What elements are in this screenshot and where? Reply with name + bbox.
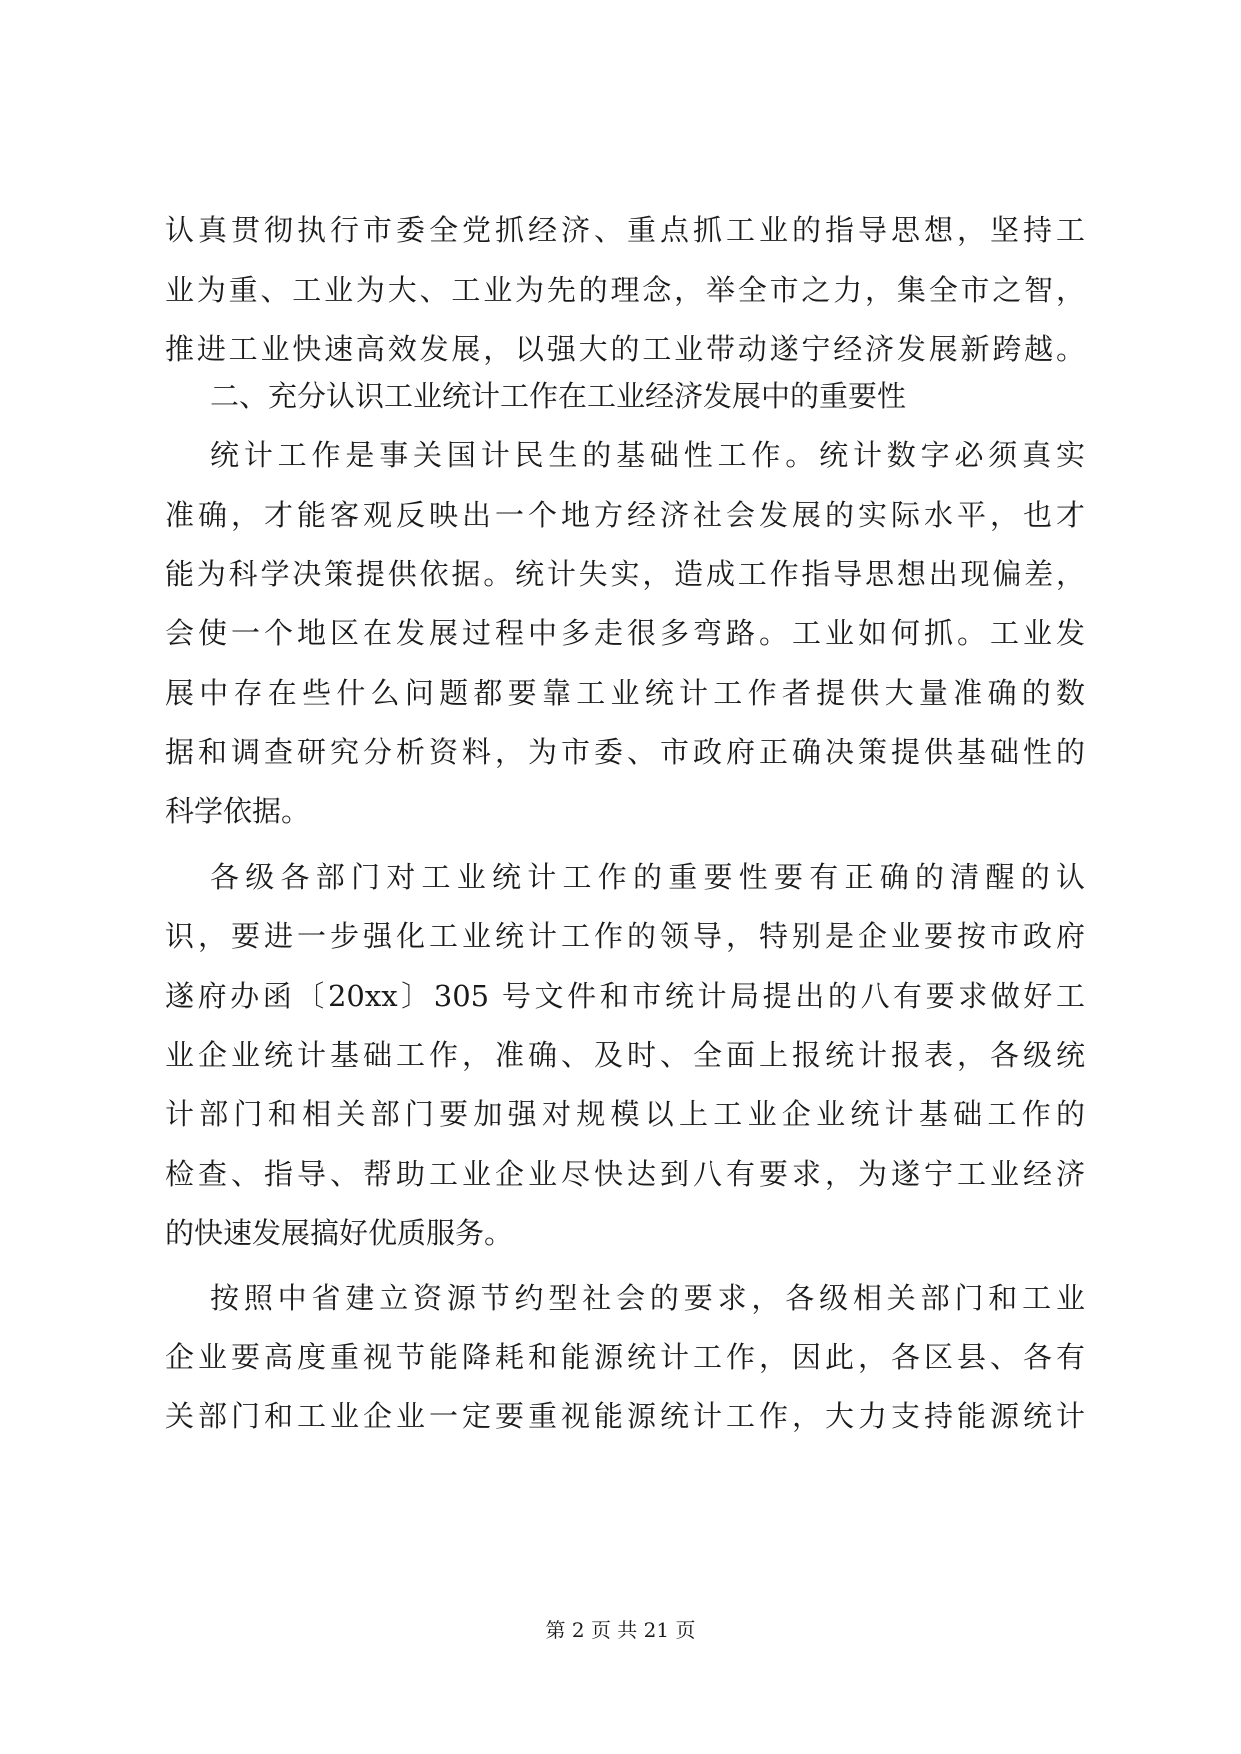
paragraph-4-line-3: 关部门和工业企业一定要重视能源统计工作，大力支持能源统计	[165, 1399, 1085, 1433]
paragraph-2-line-3: 能为科学决策提供依据。统计失实，造成工作指导思想出现偏差，	[165, 557, 1085, 591]
paragraph-3-line-7: 的快速发展搞好优质服务。	[165, 1216, 514, 1250]
paragraph-2-line-7: 科学依据。	[165, 794, 311, 828]
paragraph-4-line-2: 企业要高度重视节能降耗和能源统计工作，因此，各区县、各有	[165, 1340, 1085, 1374]
paragraph-2-line-6: 据和调查研究分析资料，为市委、市政府正确决策提供基础性的	[165, 735, 1085, 769]
paragraph-3-line-5: 计部门和相关部门要加强对规模以上工业企业统计基础工作的	[165, 1097, 1085, 1131]
paragraph-1-line-1: 认真贯彻执行市委全党抓经济、重点抓工业的指导思想，坚持工	[165, 213, 1085, 247]
page-number-footer: 第 2 页 共 21 页	[545, 1618, 696, 1642]
paragraph-2-line-2: 准确，才能客观反映出一个地方经济社会发展的实际水平，也才	[165, 498, 1085, 532]
paragraph-3-line-1: 各级各部门对工业统计工作的重要性要有正确的清醒的认	[210, 860, 1085, 894]
paragraph-2-line-1: 统计工作是事关国计民生的基础性工作。统计数字必须真实	[210, 438, 1085, 472]
paragraph-1-line-3: 推进工业快速高效发展，以强大的工业带动遂宁经济发展新跨越。	[165, 332, 1085, 366]
paragraph-2-line-4: 会使一个地区在发展过程中多走很多弯路。工业如何抓。工业发	[165, 616, 1085, 650]
paragraph-3-line-6: 检查、指导、帮助工业企业尽快达到八有要求，为遂宁工业经济	[165, 1157, 1085, 1191]
paragraph-3-line-2: 识，要进一步强化工业统计工作的领导，特别是企业要按市政府	[165, 919, 1085, 953]
paragraph-4-line-1: 按照中省建立资源节约型社会的要求，各级相关部门和工业	[210, 1281, 1085, 1315]
paragraph-2-line-5: 展中存在些什么问题都要靠工业统计工作者提供大量准确的数	[165, 676, 1085, 710]
paragraph-1-line-2: 业为重、工业为大、工业为先的理念，举全市之力，集全市之智，	[165, 273, 1085, 307]
section-heading: 二、充分认识工业统计工作在工业经济发展中的重要性	[210, 379, 907, 413]
paragraph-3-line-4: 业企业统计基础工作，准确、及时、全面上报统计报表，各级统	[165, 1038, 1085, 1072]
paragraph-3-line-3: 遂府办函〔20xx〕305 号文件和市统计局提出的八有要求做好工	[165, 979, 1085, 1013]
